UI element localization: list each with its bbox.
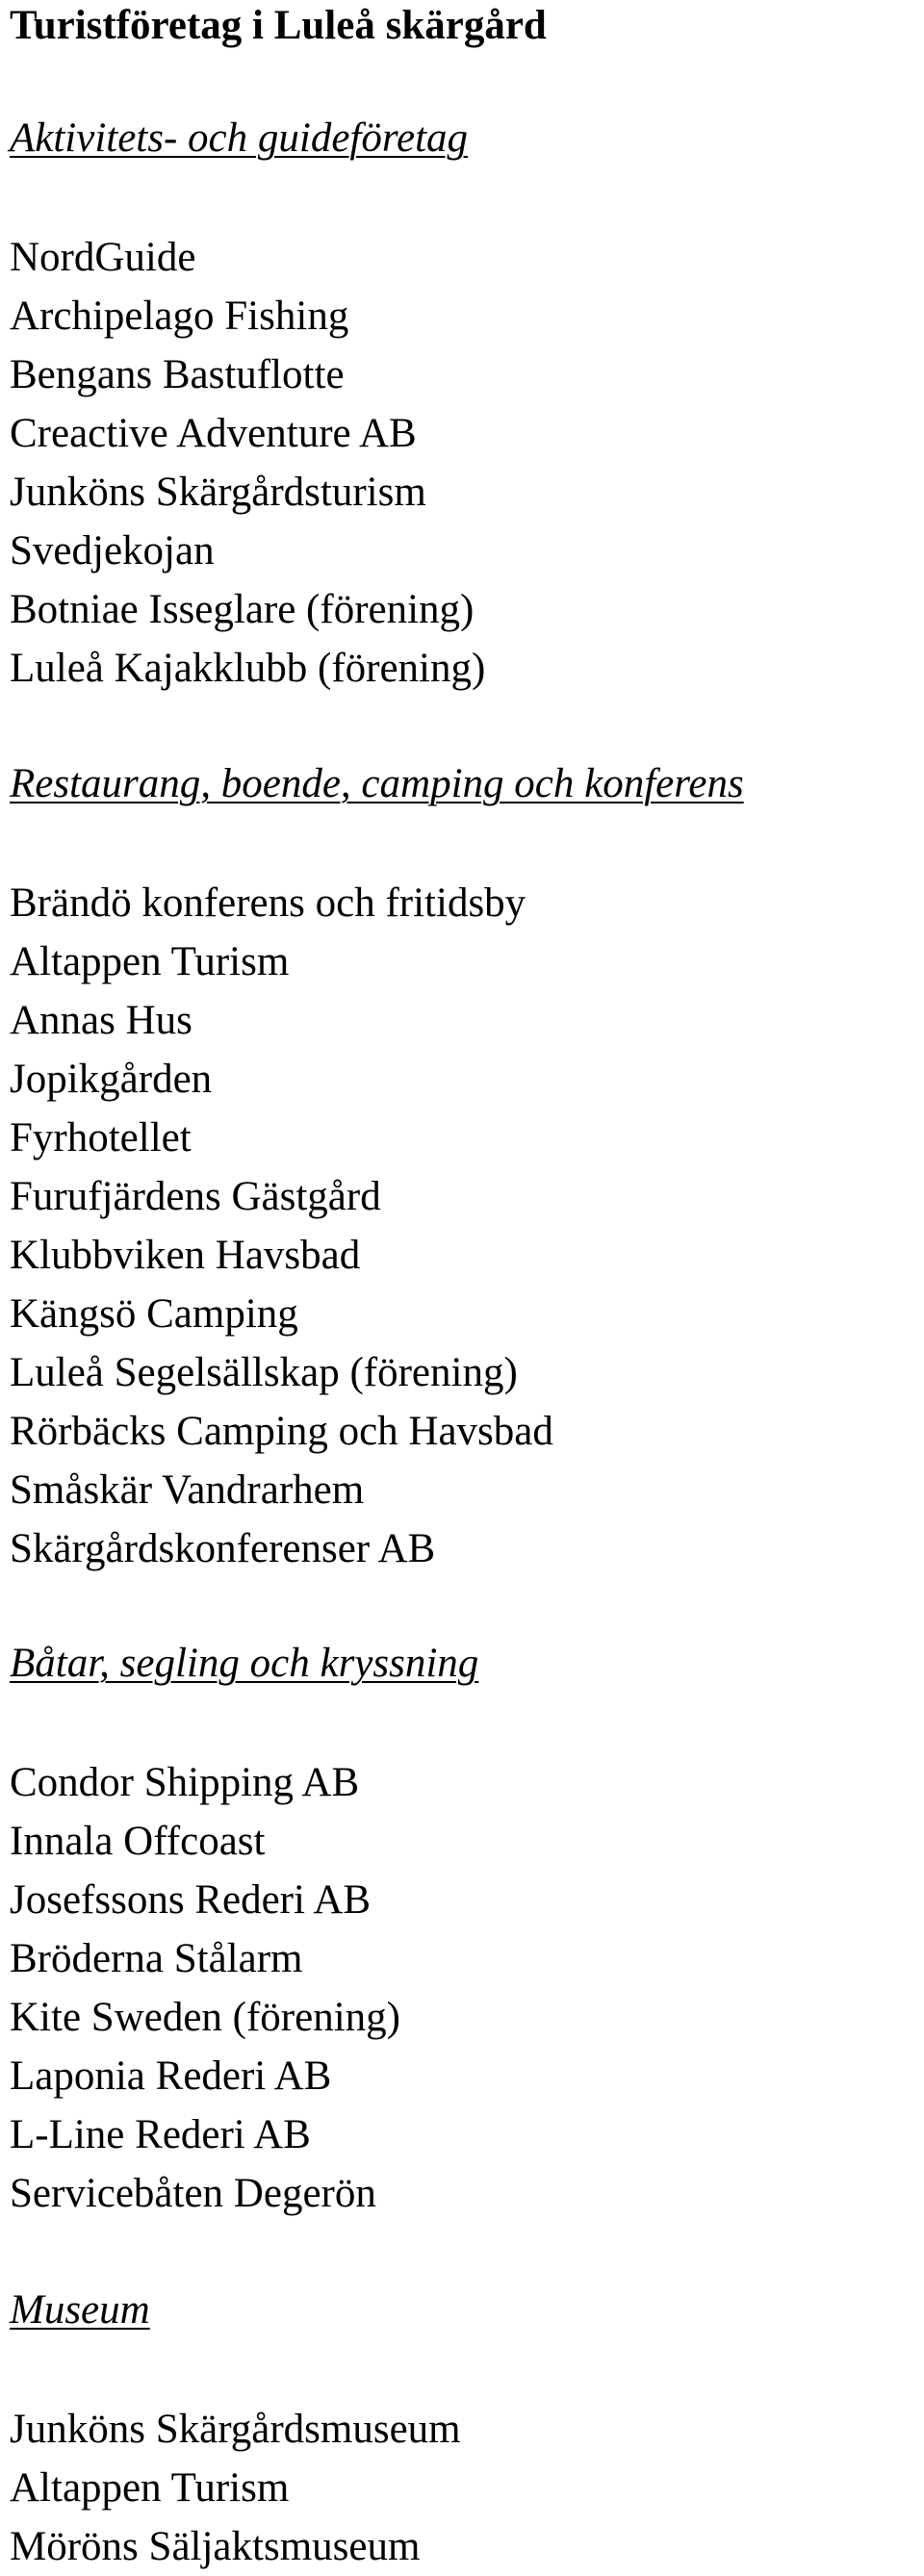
list-item: L-Line Rederi AB [10,2112,311,2157]
company-list-activities [10,228,485,698]
list-item: Creactive Adventure AB [10,411,417,456]
list-item: Småskär Vandrarhem [10,1467,365,1513]
list-item: Innala Offcoast [10,1819,266,1864]
list-item: Junköns Skärgårdsmuseum [10,2407,461,2452]
list-item: Svedjekojan [10,528,215,574]
section-heading-activities: Aktivitets- och guideföretag [10,115,469,161]
list-item: Luleå Segelsällskap (förening) [10,1350,518,1395]
list-item: Rörbäcks Camping och Havsbad [10,1409,553,1454]
list-item: Josefssons Rederi AB [10,1877,372,1923]
company-list-lodging [10,874,553,1578]
company-list-museum [10,2400,461,2576]
document-title: Turistföretag i Luleå skärgård [10,3,547,48]
section-heading-museum: Museum [10,2287,150,2333]
section-heading-boats: Båtar, segling och kryssning [10,1641,479,1686]
list-item: Laponia Rederi AB [10,2053,332,2099]
list-item: Junköns Skärgårdsturism [10,470,426,515]
list-item: Kängsö Camping [10,1291,298,1337]
list-item: Fyrhotellet [10,1115,192,1160]
list-item: Furufjärdens Gästgård [10,1174,381,1219]
list-item: Bengans Bastuflotte [10,352,345,397]
list-item: Luleå Kajakklubb (förening) [10,646,486,691]
list-item: Bröderna Stålarm [10,1936,303,1981]
list-item: Klubbviken Havsbad [10,1233,361,1278]
list-item: Kite Sweden (förening) [10,1995,400,2040]
list-item: Skärgårdskonferenser AB [10,1526,436,1571]
list-item: Archipelago Fishing [10,293,349,339]
list-item: Altappen Turism [10,2465,290,2511]
list-item: Jopikgården [10,1057,213,1102]
list-item: Altappen Turism [10,939,290,984]
list-item: Brändö konferens och fritidsby [10,880,526,926]
list-item: Möröns Säljaktsmuseum [10,2524,421,2569]
list-item: Botniae Isseglare (förening) [10,587,475,632]
list-item: Servicebåten Degerön [10,2171,376,2216]
company-list-boats [10,1753,400,2223]
list-item: Condor Shipping AB [10,1760,360,1805]
list-item: NordGuide [10,235,196,280]
list-item: Annas Hus [10,998,192,1043]
section-heading-lodging: Restaurang, boende, camping och konferens [10,761,744,806]
